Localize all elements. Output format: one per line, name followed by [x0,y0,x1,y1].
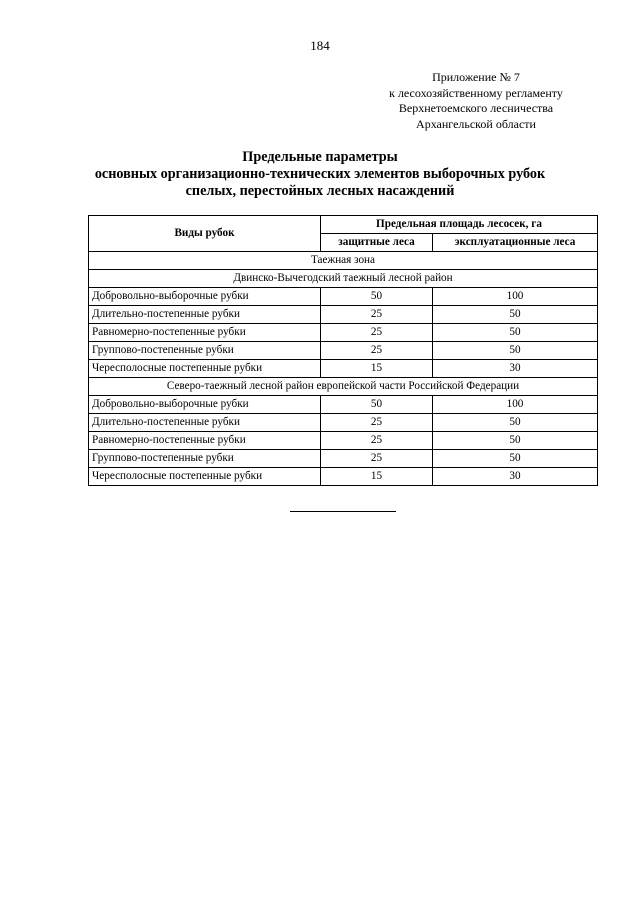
protective-value-cell: 25 [321,432,433,450]
cutting-type-cell: Чересполосные постепенные рубки [89,360,321,378]
region-cell: Двинско-Вычегодский таежный лесной район [89,270,598,288]
protective-value-cell: 25 [321,450,433,468]
appendix-line: к лесохозяйственному регламенту [389,85,563,100]
table-row [89,342,598,360]
table-row [89,432,598,450]
exploitation-value-cell: 50 [433,306,598,324]
exploitation-value-cell: 100 [433,288,598,306]
table-row [89,468,598,486]
table-header-row [89,216,598,234]
exploitation-value-cell: 30 [433,360,598,378]
exploitation-value-cell: 50 [433,414,598,432]
region-row [89,378,598,396]
exploitation-value-cell: 50 [433,432,598,450]
table-row [89,360,598,378]
cutting-limits-table [88,215,598,486]
exploitation-value-cell: 50 [433,450,598,468]
cutting-type-cell: Добровольно-выборочные рубки [89,288,321,306]
appendix-block [378,70,574,132]
region-cell: Северо-таежный лесной район европейской части Российской Федерации [89,378,598,396]
title-line: спелых, перестойных лесных насаждений [185,183,455,199]
cutting-type-cell: Группово-постепенные рубки [89,450,321,468]
appendix-line: Приложение № 7 [432,70,520,84]
cutting-type-cell: Длительно-постепенные рубки [89,306,321,324]
protective-value-cell: 25 [321,324,433,342]
cutting-type-cell: Равномерно-постепенные рубки [89,432,321,450]
protective-value-cell: 25 [321,414,433,432]
region-row [89,270,598,288]
appendix-line: Верхнетоемского лесничества [398,101,554,115]
header-exploitation-forests: эксплуатационные леса [433,234,598,252]
page-number: 184 [310,38,330,53]
cutting-type-cell: Группово-постепенные рубки [89,342,321,360]
cutting-type-cell: Равномерно-постепенные рубки [89,324,321,342]
protective-value-cell: 15 [321,360,433,378]
table-row [89,414,598,432]
protective-value-cell: 15 [321,468,433,486]
zone-cell: Таежная зона [89,252,598,270]
exploitation-value-cell: 100 [433,396,598,414]
protective-value-cell: 50 [321,396,433,414]
header-cutting-type: Виды рубок [89,216,321,252]
protective-value-cell: 25 [321,342,433,360]
protective-value-cell: 50 [321,288,433,306]
table-row [89,396,598,414]
zone-row [89,252,598,270]
exploitation-value-cell: 30 [433,468,598,486]
exploitation-value-cell: 50 [433,342,598,360]
closing-rule [290,511,396,512]
table-row [89,324,598,342]
appendix-line: Архангельской области [416,116,536,131]
table-row [89,450,598,468]
title-line: Предельные параметры [242,149,398,165]
exploitation-value-cell: 50 [433,324,598,342]
cutting-type-cell: Чересполосные постепенные рубки [89,468,321,486]
cutting-type-cell: Длительно-постепенные рубки [89,414,321,432]
protective-value-cell: 25 [321,306,433,324]
header-area-limit: Предельная площадь лесосек, га [321,216,598,234]
table-row [89,306,598,324]
title-line: основных организационно-технических элементов выборочных рубок [94,166,546,182]
document-title [60,149,580,200]
cutting-type-cell: Добровольно-выборочные рубки [89,396,321,414]
header-protective-forests: защитные леса [321,234,433,252]
table-row [89,288,598,306]
